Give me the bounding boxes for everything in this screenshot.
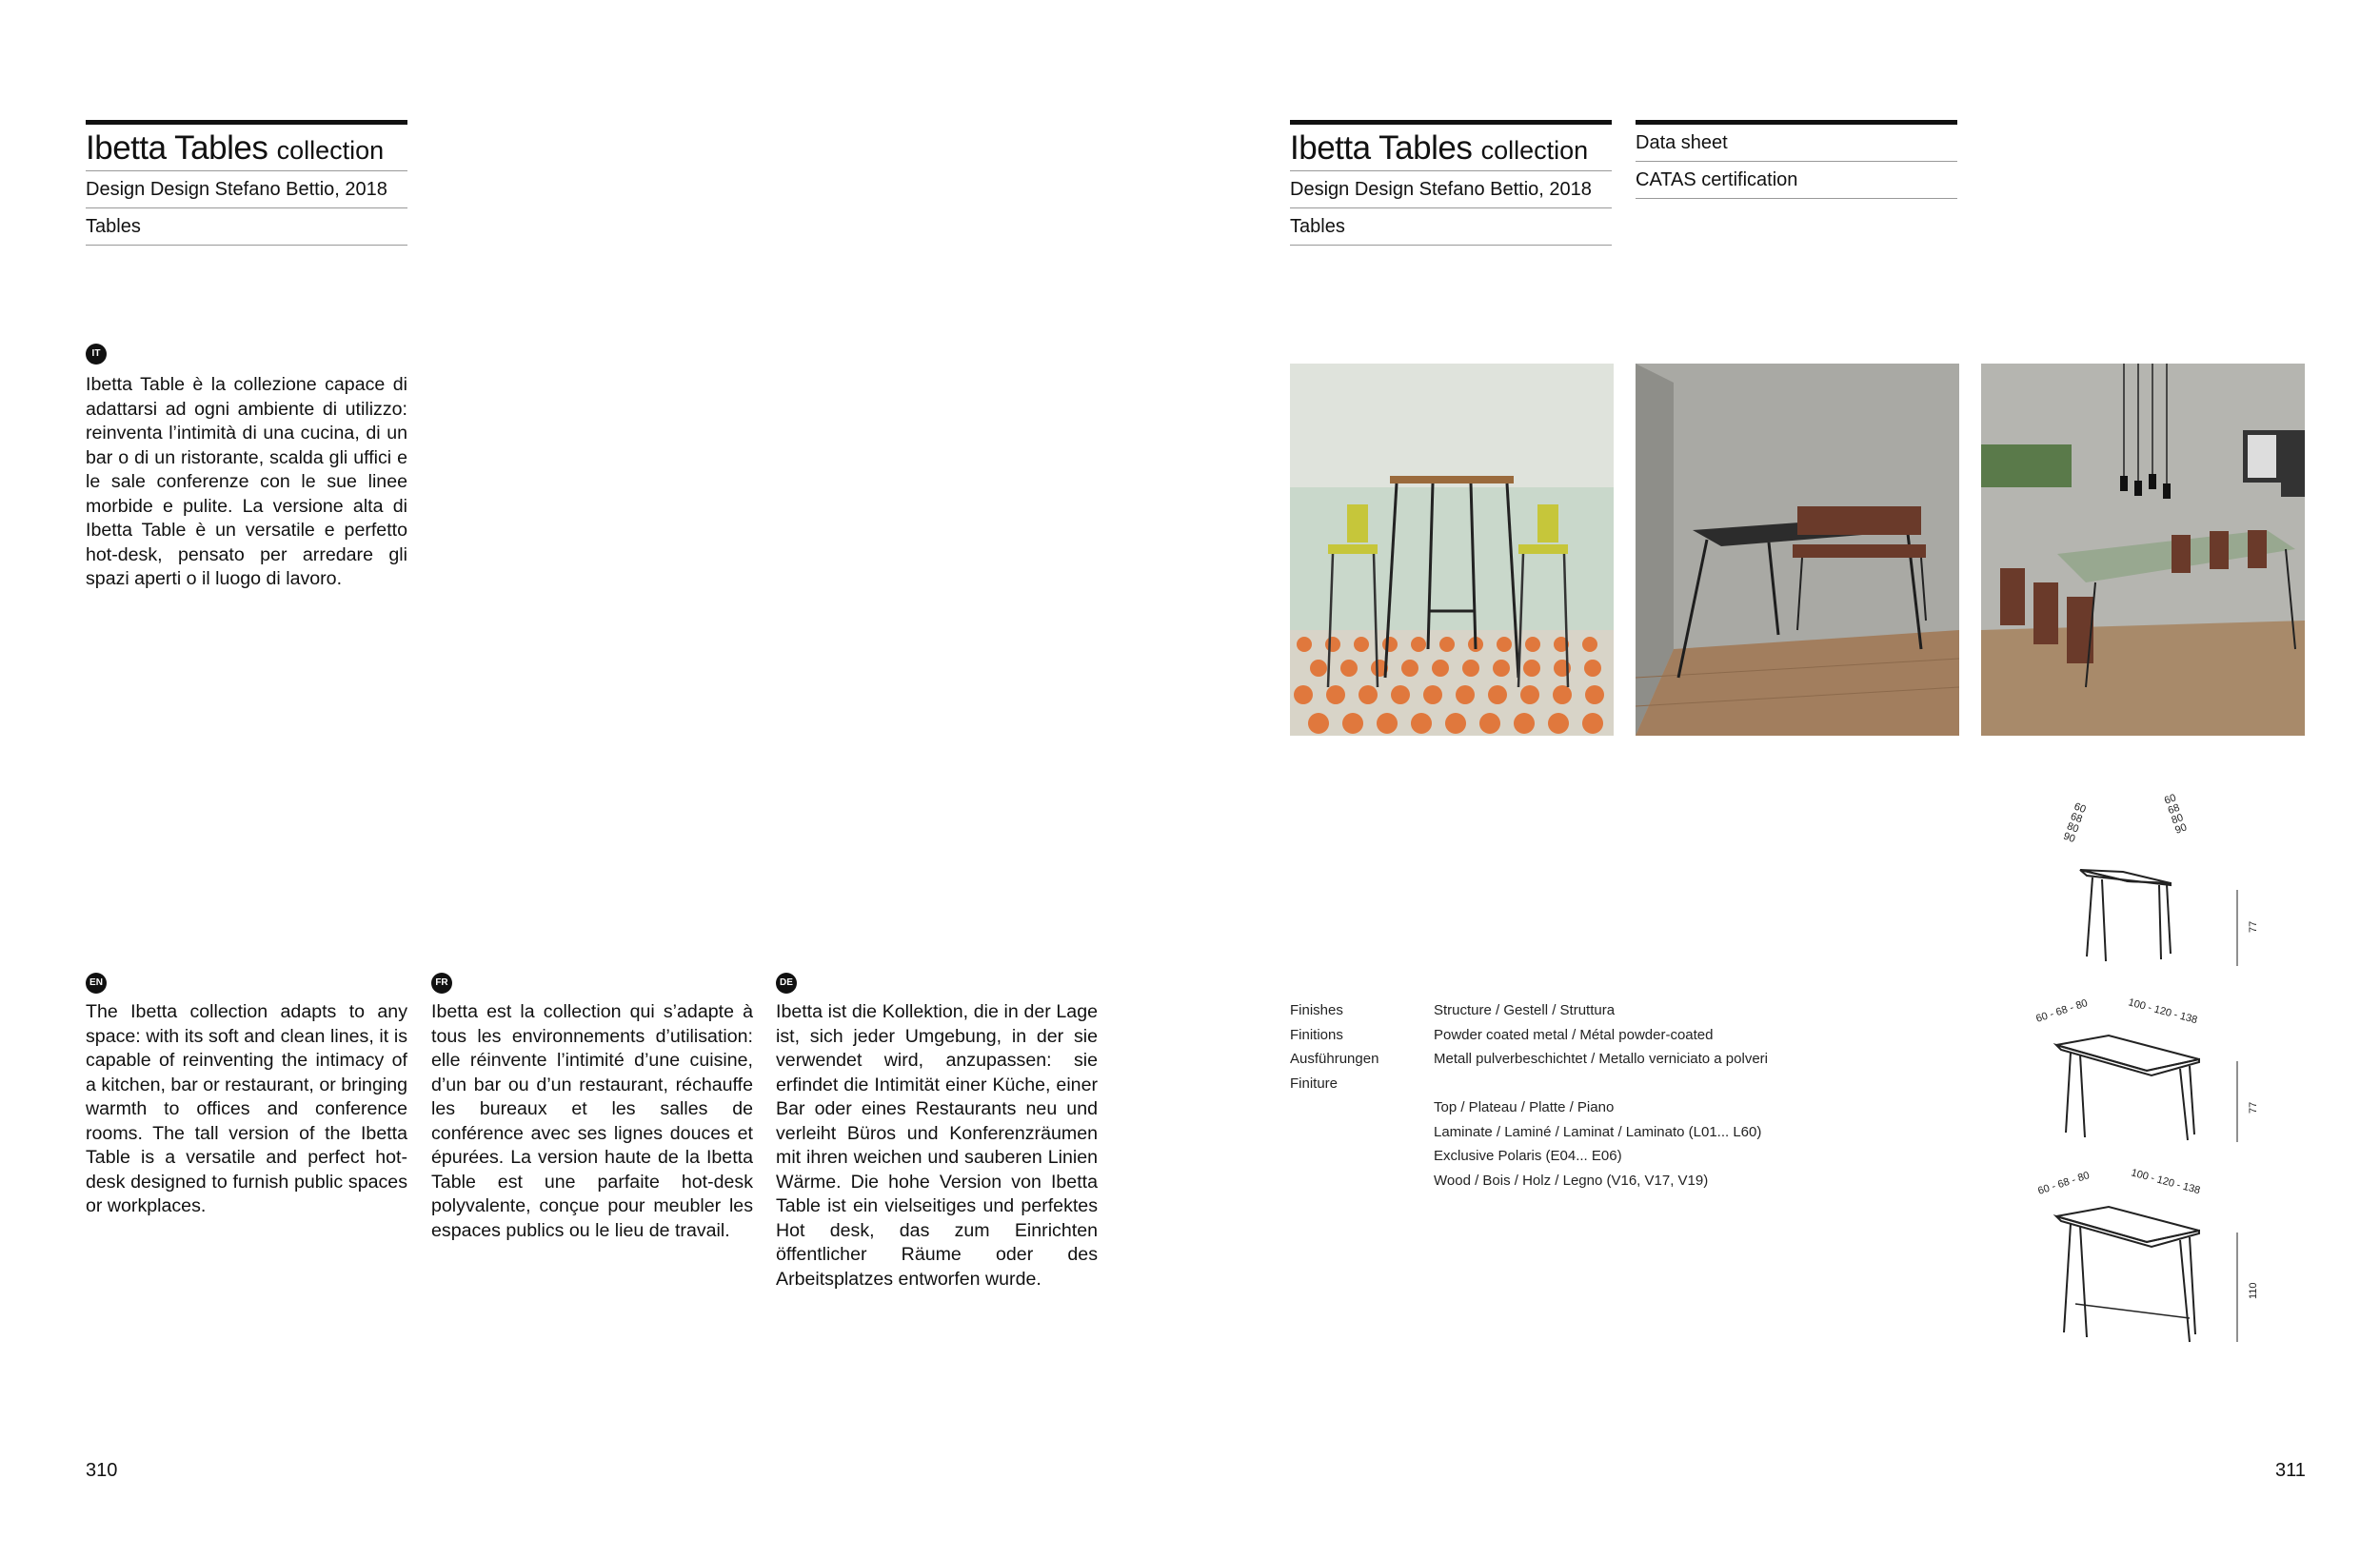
catas-certification-link[interactable]: CATAS certification xyxy=(1636,162,1957,199)
finishes-labels xyxy=(1290,998,1378,1095)
drawing-square-table xyxy=(2080,870,2237,966)
badge-en: EN xyxy=(86,973,107,994)
page-number-left: 310 xyxy=(86,1460,118,1481)
finishes-label: Finishes xyxy=(1290,1002,1343,1018)
finishes-details xyxy=(1434,998,1768,1193)
square-dim-a: 80 xyxy=(2065,820,2081,836)
square-height-label: 77 xyxy=(2248,920,2259,933)
finish-line: Powder coated metal / Métal powder-coated xyxy=(1434,1026,1714,1043)
left-header xyxy=(86,120,407,246)
design-prefix: Design xyxy=(86,179,146,200)
category-row: Tables xyxy=(1290,207,1612,246)
text-en: The Ibetta collection adapts to any space: with its soft and clean lines, it is capable of reinventing the intimacy of a kitchen, bar or restaurant, or bringing warmth to offices and conference rooms. The tall version of the Ibetta Table is a versatile and perfect hot-desk designed to furnish public spaces or workplaces. xyxy=(86,1001,407,1216)
text-de: Ibetta ist die Kollektion, die in der Lage ist, sich jeder Umgebung, in der sie verwendet wird, anzupassen: sie erfindet die Intimität einer Küche, einer Bar oder eines Restaurants neu und verleiht Büros und Konferenzräumen mit ihren weichen und sauberen Linien Wärme. Die hohe Version von Ibetta Table ist ein vielseitiges und perfektes Hot desk, das zum Einrichten öffentlicher Räume oder des Arbeitsplatzes entworfen wurde. xyxy=(776,1001,1098,1290)
tall-depth-label: 60 - 68 - 80 xyxy=(2036,1170,2092,1197)
collection-title xyxy=(1290,128,1612,170)
finish-line: Structure / Gestell / Struttura xyxy=(1434,1002,1616,1018)
text-it: Ibetta Table è la collezione capace di adattarsi ad ogni ambiente di utilizzo: reinventa l’intimità di una cucina, di un bar o di un ristorante, scalda gli uffici e le sale conferenze con le sue linee morbide e pulite. La versione alta di Ibetta Table è un versatile e perfetto hot-desk, pensato per arredare gli spazi aperti o il luogo di lavoro. xyxy=(86,374,407,589)
tall-length-label: 100 - 120 - 138 xyxy=(2130,1167,2202,1197)
design-value: Design Stefano Bettio, 2018 xyxy=(1354,179,1592,200)
square-dim-b: 68 xyxy=(2166,801,2182,818)
rect-height-label: 77 xyxy=(2248,1101,2259,1114)
right-header xyxy=(1290,120,1612,246)
photo-bar-setting xyxy=(1290,364,1614,736)
title-main: Ibetta Tables xyxy=(1290,129,1473,167)
data-sheet-link[interactable]: Data sheet xyxy=(1636,125,1957,162)
badge-it: IT xyxy=(86,344,107,365)
finish-line: Metall pulverbeschichtet / Metallo verniciato a polveri xyxy=(1434,1051,1768,1067)
drawing-tall-table xyxy=(2056,1207,2237,1342)
category-row: Tables xyxy=(86,207,407,246)
finishes-label: Finitions xyxy=(1290,1026,1343,1043)
finish-line: Wood / Bois / Holz / Legno (V16, V17, V19) xyxy=(1434,1172,1709,1189)
rect-length-label: 100 - 120 - 138 xyxy=(2127,996,2199,1027)
drawing-rect-table xyxy=(2056,1035,2237,1142)
finishes-label: Ausführungen xyxy=(1290,1051,1379,1067)
rect-depth-label: 60 - 68 - 80 xyxy=(2034,997,2090,1025)
header-rule xyxy=(86,120,407,125)
text-fr: Ibetta est la collection qui s’adapte à tous les environnements d’utilisation: elle réinvente l’intimité d’une cuisine, d’un bar ou d’un restaurant, réchauffe les bureaux et les salles de conférence avec ses lignes douces et épurées. La version haute de la Ibetta Table est une parfaite hot-desk polyvalente, conçue pour meubler les espaces publics ou le lieu de travail. xyxy=(431,1001,753,1241)
designer-row xyxy=(1290,170,1612,207)
square-dim-b: 90 xyxy=(2173,821,2189,837)
square-dim-a: 90 xyxy=(2061,830,2077,846)
title-suffix: collection xyxy=(276,136,385,165)
title-main: Ibetta Tables xyxy=(86,129,268,167)
square-dim-b: 60 xyxy=(2162,792,2178,807)
square-dim-a: 60 xyxy=(2072,800,2088,817)
photo-dining-bench xyxy=(1636,364,1959,736)
finishes-label: Finiture xyxy=(1290,1075,1339,1092)
table-drawings xyxy=(2018,790,2304,1351)
documents-block xyxy=(1636,120,1957,199)
page-number-right: 311 xyxy=(2275,1460,2306,1481)
square-dim-a: 68 xyxy=(2069,810,2084,826)
badge-de: DE xyxy=(776,973,797,994)
finish-line-spacer xyxy=(1434,1072,1768,1096)
photo-conference-room xyxy=(1981,364,2305,736)
badge-fr: FR xyxy=(431,973,452,994)
square-dim-b: 80 xyxy=(2170,812,2186,827)
design-value: Design Stefano Bettio, 2018 xyxy=(149,179,387,200)
finish-line: Top / Plateau / Platte / Piano xyxy=(1434,1099,1615,1115)
header-rule xyxy=(1290,120,1612,125)
design-prefix: Design xyxy=(1290,179,1350,200)
title-suffix: collection xyxy=(1480,136,1589,165)
tall-height-label: 110 xyxy=(2248,1282,2259,1299)
finish-line: Laminate / Laminé / Laminat / Laminato (L01... L60) xyxy=(1434,1123,1762,1140)
designer-row xyxy=(86,170,407,207)
finish-line: Exclusive Polaris (E04... E06) xyxy=(1434,1148,1622,1164)
collection-title xyxy=(86,128,407,170)
